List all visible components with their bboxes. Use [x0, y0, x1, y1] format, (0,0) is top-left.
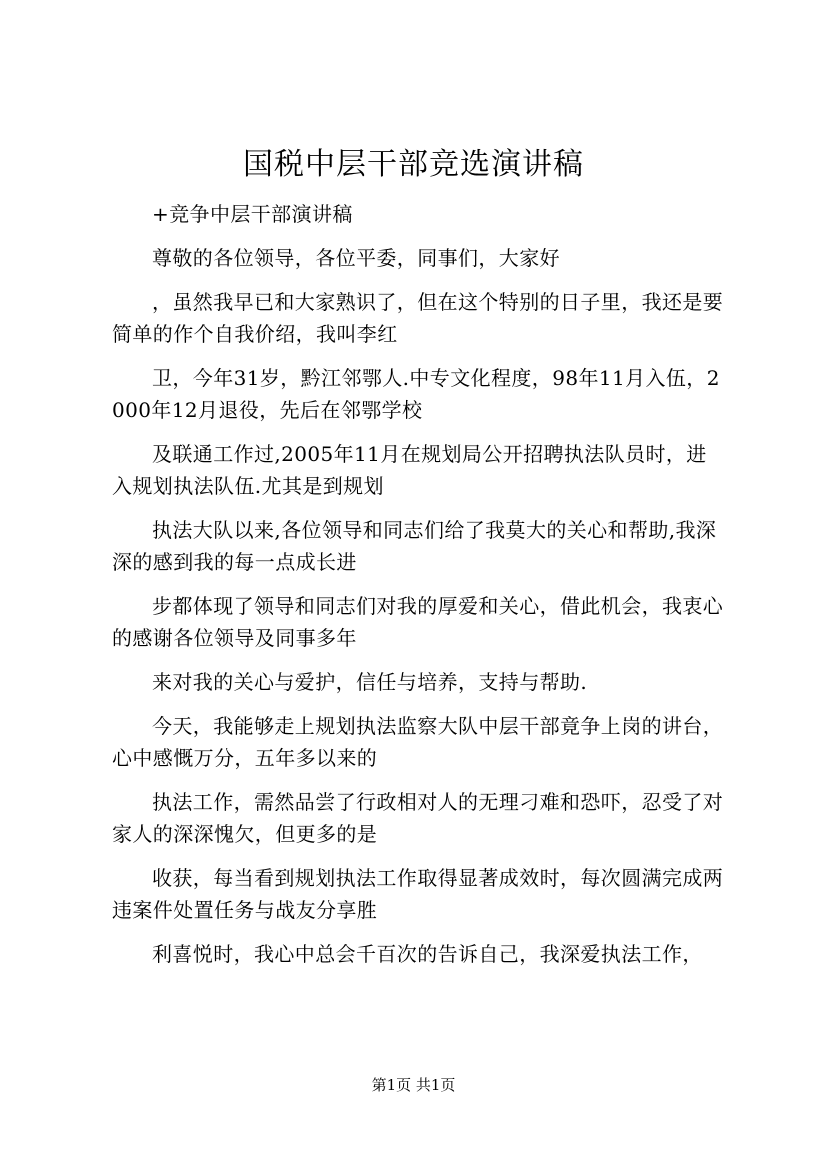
- paragraph: 及联通工作过,2005年11月在规划局公开招聘执法队员时，进入规划执法队伍.尤其是到规划: [112, 442, 707, 498]
- paragraph: 利喜悦时，我心中总会千百次的告诉自己，我深爱执法工作，: [152, 942, 703, 966]
- paragraph: 执法工作，需然品尝了行政相对人的无理刁难和恐吓，忍受了对家人的深深愧欠，但更多的是: [112, 790, 724, 846]
- paragraph: +竞争中层干部演讲稿: [152, 202, 353, 226]
- paragraph: 收获，每当看到规划执法工作取得显著成效时，每次圆满完成两违案件处置任务与战友分享胜: [112, 866, 724, 922]
- page-number-footer: 第1页 共1页: [371, 1076, 456, 1094]
- paragraph: 今天，我能够走上规划执法监察大队中层干部竟争上岗的讲台，心中感慨万分，五年多以来的: [112, 714, 724, 770]
- document-body: [112, 198, 724, 970]
- paragraph: 执法大队以来,各位领导和同志们给了我莫大的关心和帮助,我深深的感到我的每一点成长进: [112, 518, 717, 574]
- paragraph: 卫，今年31岁，黔江邻鄂人.中专文化程度，98年11月入伍，2000年12月退役，先后在邻鄂学校: [112, 366, 720, 422]
- paragraph: 尊敬的各位领导，各位平委，同事们，大家好: [152, 246, 560, 270]
- paragraph: ，虽然我早已和大家熟识了，但在这个特别的日子里，我还是要简单的作个自我价绍，我叫李红: [112, 290, 724, 346]
- paragraph: 来对我的关心与爱护，信任与培养，支持与帮助.: [152, 670, 588, 694]
- document-title: 国税中层干部竞选演讲稿: [243, 147, 584, 182]
- paragraph: 步都体现了领导和同志们对我的厚爱和关心，借此机会，我衷心的感谢各位领导及同事多年: [112, 594, 724, 650]
